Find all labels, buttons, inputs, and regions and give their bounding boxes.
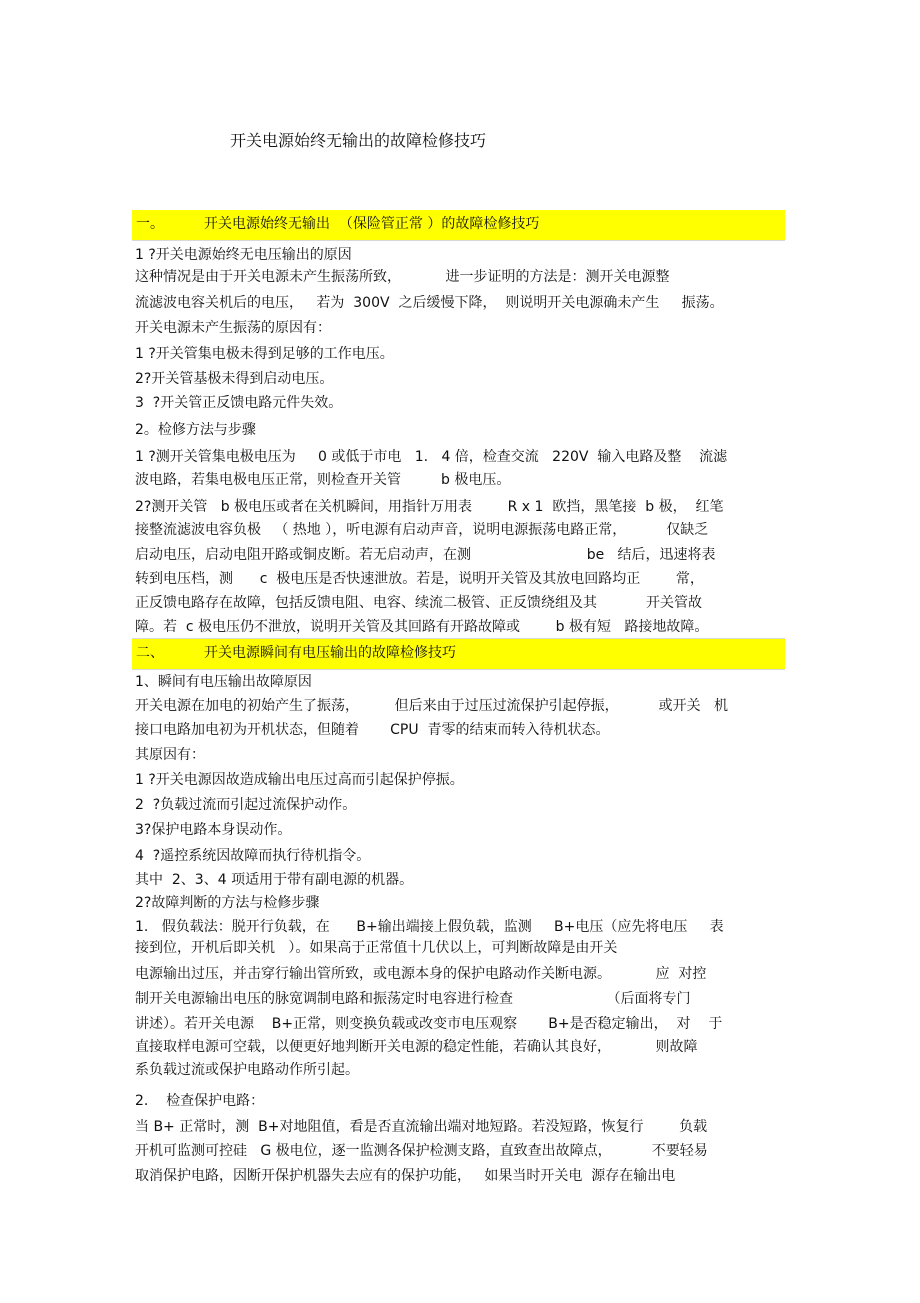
paragraph-line: 接整流滤波电容负极 （ 热地 ），听电源有启动声音，说明电源振荡电路正常， 仅缺乏 bbox=[135, 522, 709, 538]
paragraph-line: 3?保护电路本身误动作。 bbox=[135, 822, 292, 838]
paragraph-line: 开关电源在加电的初始产生了振荡， 但后来由于过压过流保护引起停振， 或开关 机 bbox=[135, 698, 729, 714]
paragraph-line: 启动电压，启动电阻开路或铜皮断。若无启动声，在测 be 结后，迅速将表 bbox=[135, 547, 716, 563]
paragraph-line: 直接取样电源可空载，以便更好地判断开关电源的稳定性能，若确认其良好， 则故障 bbox=[135, 1039, 698, 1055]
paragraph-line: 波电路，若集电极电压正常，则检查开关管 b 极电压。 bbox=[135, 472, 511, 488]
paragraph-line: 当 B+ 正常时，测 B+对地阻值，看是否直流输出端对地短路。若没短路，恢复行 负载 bbox=[135, 1119, 708, 1135]
paragraph-line: 电源输出过压，并击穿行输出管所致，或电源本身的保护电路动作关断电源。 应 对控 bbox=[135, 966, 707, 982]
paragraph-line: 4 ?遥控系统因故障而执行待机指令。 bbox=[135, 848, 371, 864]
section-2-rule bbox=[132, 669, 785, 670]
section-1-heading: 开关电源始终无输出 （保险管正常 ）的故障检修技巧 bbox=[204, 216, 540, 232]
paragraph-line: 开机可监测可控硅 G 极电位，逐一监测各保护检测支路，直致查出故障点， 不要轻易 bbox=[135, 1143, 708, 1159]
paragraph-line: 这种情况是由于开关电源未产生振荡所致， 进一步证明的方法是：测开关电源整 bbox=[135, 269, 670, 285]
paragraph-line: 1. 假负载法：脱开行负载，在 B+输出端接上假负载，监测 B+电压（应先将电压 表 bbox=[135, 919, 724, 935]
paragraph-line: 1、瞬间有电压输出故障原因 bbox=[135, 674, 312, 690]
document-title: 开关电源始终无输出的故障检修技巧 bbox=[230, 131, 487, 150]
paragraph-line: 其中 2、3、4 项适用于带有副电源的机器。 bbox=[135, 872, 414, 888]
paragraph-line: 1 ?开关管集电极未得到足够的工作电压。 bbox=[135, 346, 394, 362]
paragraph-line: 1 ?开关电源因故造成输出电压过高而引起保护停振。 bbox=[135, 772, 464, 788]
paragraph-line: 转到电压档，测 c 极电压是否快速泄放。若是，说明开关管及其放电回路均正 常， bbox=[135, 571, 704, 587]
paragraph-line: 开关电源未产生振荡的原因有： bbox=[135, 320, 331, 336]
paragraph-line: 1 ?测开关管集电极电压为 0 或低于市电 1. 4 倍，检查交流 220V 输入电路及整 流滤 bbox=[135, 449, 728, 465]
section-1-heading-bar bbox=[132, 210, 785, 240]
section-2-heading-bar bbox=[132, 639, 785, 669]
paragraph-line: 2?测开关管 b 极电压或者在关机瞬间，用指针万用表 R x 1 欧挡，黑笔接 b 极， 红笔 bbox=[135, 499, 724, 515]
paragraph-line: 2?故障判断的方法与检修步骤 bbox=[135, 895, 320, 911]
paragraph-line: 系负载过流或保护电路动作所引起。 bbox=[135, 1062, 359, 1078]
paragraph-line: 讲述）。若开关电源 B+正常，则变换负载或改变市电压观察 B+是否稳定输出， 对 于 bbox=[135, 1016, 723, 1032]
section-2-number: 二、 bbox=[136, 645, 164, 661]
paragraph-line: 接口电路加电初为开机状态，但随着 CPU 青零的结束而转入待机状态。 bbox=[135, 722, 610, 738]
paragraph-line: 2?开关管基极未得到启动电压。 bbox=[135, 371, 334, 387]
paragraph-line: 障。若 c 极电压仍不泄放，说明开关管及其回路有开路故障或 b 极有短 路接地故障。 bbox=[135, 619, 709, 635]
paragraph-line: 制开关电源输出电压的脉宽调制电路和振荡定时电容进行检查 （后面将专门 bbox=[135, 991, 691, 1007]
paragraph-line: 2。检修方法与步骤 bbox=[135, 422, 256, 438]
paragraph-line: 接到位，开机后即关机 ）。如果高于正常值十几伏以上，可判断故障是由开关 bbox=[135, 940, 618, 956]
paragraph-line: 2 ?负载过流而引起过流保护动作。 bbox=[135, 797, 357, 813]
paragraph-line: 2. 检查保护电路： bbox=[135, 1093, 265, 1109]
paragraph-line: 流滤波电容关机后的电压， 若为 300V 之后缓慢下降， 则说明开关电源确未产生 振荡。 bbox=[135, 295, 724, 311]
section-2-heading: 开关电源瞬间有电压输出的故障检修技巧 bbox=[204, 645, 456, 661]
paragraph-line: 正反馈电路存在故障，包括反馈电阻、电容、续流二极管、正反馈绕组及其 开关管故 bbox=[135, 595, 702, 611]
paragraph-line: 3 ?开关管正反馈电路元件失效。 bbox=[135, 395, 343, 411]
paragraph-line: 取消保护电路，因断开保护机器失去应有的保护功能， 如果当时开关电 源存在输出电 bbox=[135, 1168, 676, 1184]
paragraph-line: 1 ?开关电源始终无电压输出的原因 bbox=[135, 247, 352, 263]
paragraph-line: 其原因有： bbox=[135, 747, 205, 763]
section-1-number: 一。 bbox=[136, 216, 164, 232]
section-1-rule bbox=[132, 240, 785, 241]
